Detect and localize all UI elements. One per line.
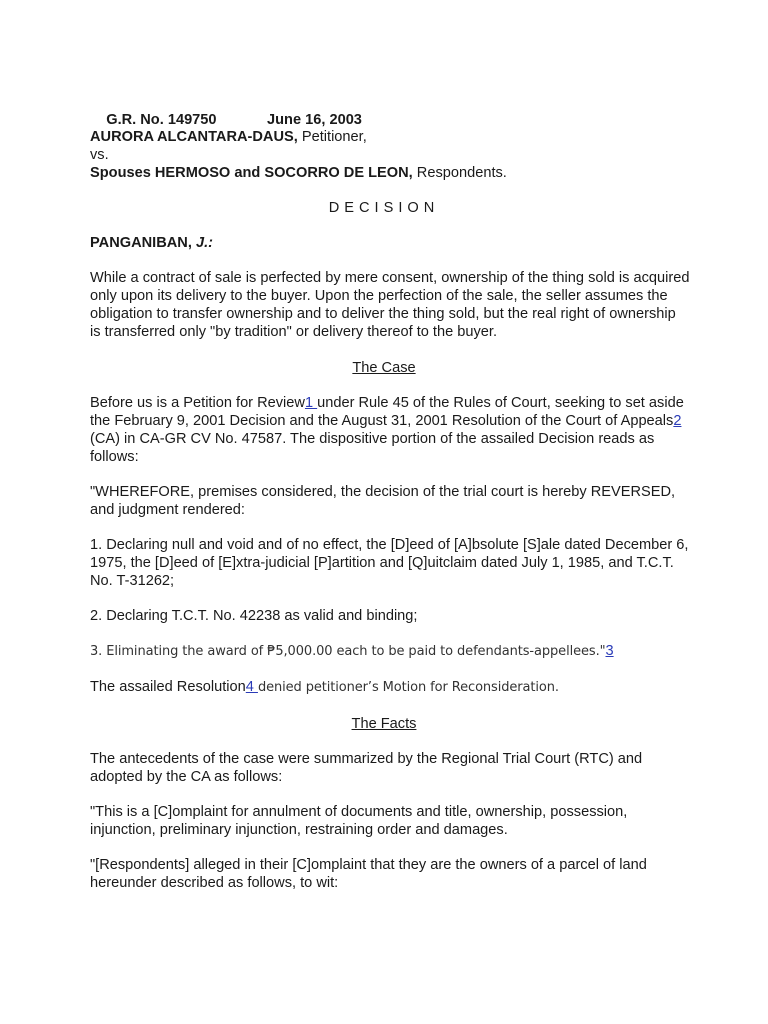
petitioner-line (90, 128, 690, 146)
case-paragraph: Before us is a Petition for Review1 under Rule 45 of the Rules of Court, seeking to set aside the February 9, 2001 Decision and the August 31, 2001 Resolution of the Court of Appeals2 (CA) in CA-GR CV No. 47587. The dispositive portion of the assailed Decision reads as follows: (90, 395, 684, 465)
antecedents-paragraph: The antecedents of the case were summarized by the Regional Trial Court (RTC) and adopted by the CA as follows: (90, 751, 643, 785)
footnote-link-4[interactable]: 4 (245, 679, 258, 695)
dispositive-item-2: 2. Declaring T.C.T. No. 42238 as valid and binding; (90, 608, 418, 624)
intro-paragraph: While a contract of sale is perfected by mere consent, ownership of the thing sold is acquired only upon its delivery to the buyer. Upon the perfection of the sale, the seller assumes the obligation to transfer ownership and to deliver the thing sold, but the real right of ownership is transferred only "by tradition" or delivery thereof to the buyer. (90, 270, 690, 340)
petitioner-name: AURORA ALCANTARA-DAUS, (90, 129, 298, 145)
resolution-paragraph: The assailed Resolution4 denied petitioner’s Motion for Reconsideration. (90, 679, 559, 695)
footnote-link-1[interactable]: 1 (304, 395, 318, 411)
ponente (90, 234, 690, 252)
decision-date: June 16, 2003 (267, 112, 362, 128)
ponente-suffix: J.: (195, 235, 213, 251)
complaint-paragraph: "This is a [C]omplaint for annulment of documents and title, ownership, possession, injunction, preliminary injunction, restraining order and damages. (90, 804, 628, 838)
case-number: G.R. No. 149750 (106, 112, 217, 128)
section-heading-the-facts: The Facts (351, 716, 417, 732)
section-heading-the-case: The Case (352, 360, 416, 376)
case-header (90, 93, 690, 128)
versus: vs. (90, 147, 109, 163)
dispositive-item-3: 3. Eliminating the award of ₱5,000.00 each to be paid to defendants-appellees."3 (90, 643, 614, 659)
dispositive-item-1: 1. Declaring null and void and of no effect, the [D]eed of [A]bsolute [S]ale dated December 6, 1975, the [D]eed of [E]xtra-judicial [P]artition and [Q]uitclaim dated July 1, 1985, and T.C.T. No. T-31262; (90, 537, 689, 589)
petitioner-role: Petitioner, (297, 129, 367, 145)
respondent-role: Respondents. (412, 165, 507, 181)
ponente-name: PANGANIBAN, (90, 235, 196, 251)
respondent-name: Spouses HERMOSO and SOCORRO DE LEON, (90, 165, 413, 181)
document-page (90, 93, 690, 892)
footnote-link-3[interactable]: 3 (605, 643, 614, 659)
decision-title: DECISION (328, 200, 440, 216)
wherefore-paragraph: "WHEREFORE, premises considered, the decision of the trial court is hereby REVERSED, and judgment rendered: (90, 484, 676, 518)
parties (90, 128, 690, 182)
respondents-allegation-paragraph: "[Respondents] alleged in their [C]omplaint that they are the owners of a parcel of land hereunder described as follows, to wit: (90, 857, 647, 891)
footnote-link-2[interactable]: 2 (673, 413, 682, 429)
respondent-line (90, 164, 690, 182)
